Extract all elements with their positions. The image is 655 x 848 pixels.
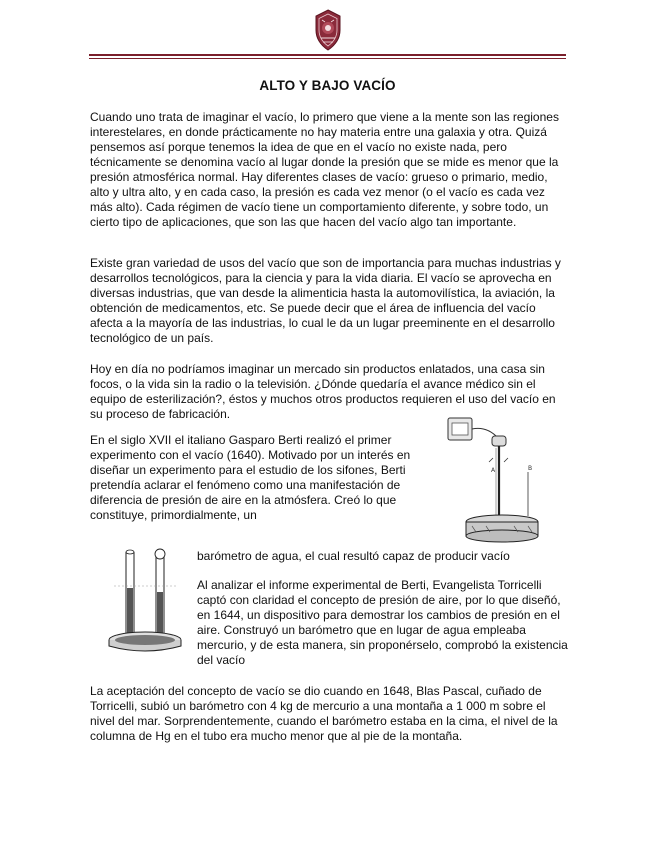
paragraph-berti: En el siglo XVII el italiano Gasparo Berti realizó el primer experimento con el vacío (1640). Motivado por un interés en diseñar un experimento para el estudio de los sifones, Berti pretendía aclarar el fenómeno como una manifestación de diferencia de presión de aire en la atmósfera. Creó lo que constituye, primordialmente, un [90, 433, 411, 522]
document-title: ALTO Y BAJO VACÍO [259, 78, 396, 93]
paragraph-water-barometer: barómetro de agua, el cual resultó capaz de producir vacío [197, 549, 510, 563]
paragraph-torricelli: Al analizar el informe experimental de Berti, Evangelista Torricelli captó con claridad el concepto de presión de aire, por lo que diseñó, en 1644, un dispositivo para demostrar los cambios de presión en el aire. Construyó un barómetro que en lugar de agua empleaba mercurio, y de esta manera, sin proponérselo, comprobó la existencia del vacío [197, 578, 568, 667]
berti-barometer-illustration [442, 412, 550, 544]
svg-text:A: A [491, 467, 496, 474]
svg-text:B: B [528, 465, 533, 472]
header-rule [89, 54, 566, 56]
paragraph-pascal: La aceptación del concepto de vacío se dio cuando en 1648, Blas Pascal, cuñado de Torricelli, subió un barómetro con 4 kg de mercurio a una montaña a 1 000 m sobre el nivel del mar. Sorprendentemente, cuando el barómetro estaba en la cima, el nivel de la columna de Hg en el tubo era mucho menor que al pie de la montaña. [90, 684, 558, 743]
paragraph-products: Hoy en día no podríamos imaginar un mercado sin productos enlatados, una casa sin focos, o la vida sin la radio o la televisión. ¿Dónde quedaría el avance médico sin el equipo de esterilización?, éstos y muchos otros productos requieren el uso del vacío en su proceso de fabricación. [90, 362, 556, 421]
paragraph-intro: Cuando uno trata de imaginar el vacío, lo primero que viene a la mente son las regiones interestelares, en donde prácticamente no hay materia entre una galaxia y otra. Quizá pensemos así porque tenemos la idea de que en el vacío no existe nada, pero técnicamente se denomina vacío al lugar donde la presión que se mide es menor que la presión atmosférica normal. Hay diferentes clases de vacío: grueso o primario, medio, alto y ultra alto, y en cada caso, la presión es cada vez menor (o el vacío es cada vez más alto). Cada régimen de vacío tiene un comportamiento diferente, y sobre todo, un cierto tipo de aplicaciones, que son las que hacen del vacío algo tan importante. [90, 110, 559, 229]
institution-logo [310, 8, 346, 54]
header-rule-thin [89, 58, 566, 59]
paragraph-uses: Existe gran variedad de usos del vacío que son de importancia para muchas industrias y desarrollos tecnológicos, para la ciencia y para la vida diaria. El vacío se aprovecha en diversas industrias, que van desde la alimenticia hasta la automovilística, la aviación, la obtención de medicamentos, etc. Se puede decir que el área de influencia del vacío afecta a la mayoría de las industrias, lo cual le da un lugar preeminente en el desarrollo tecnológico de un país. [90, 256, 561, 345]
torricelli-barometer-illustration [104, 548, 186, 654]
